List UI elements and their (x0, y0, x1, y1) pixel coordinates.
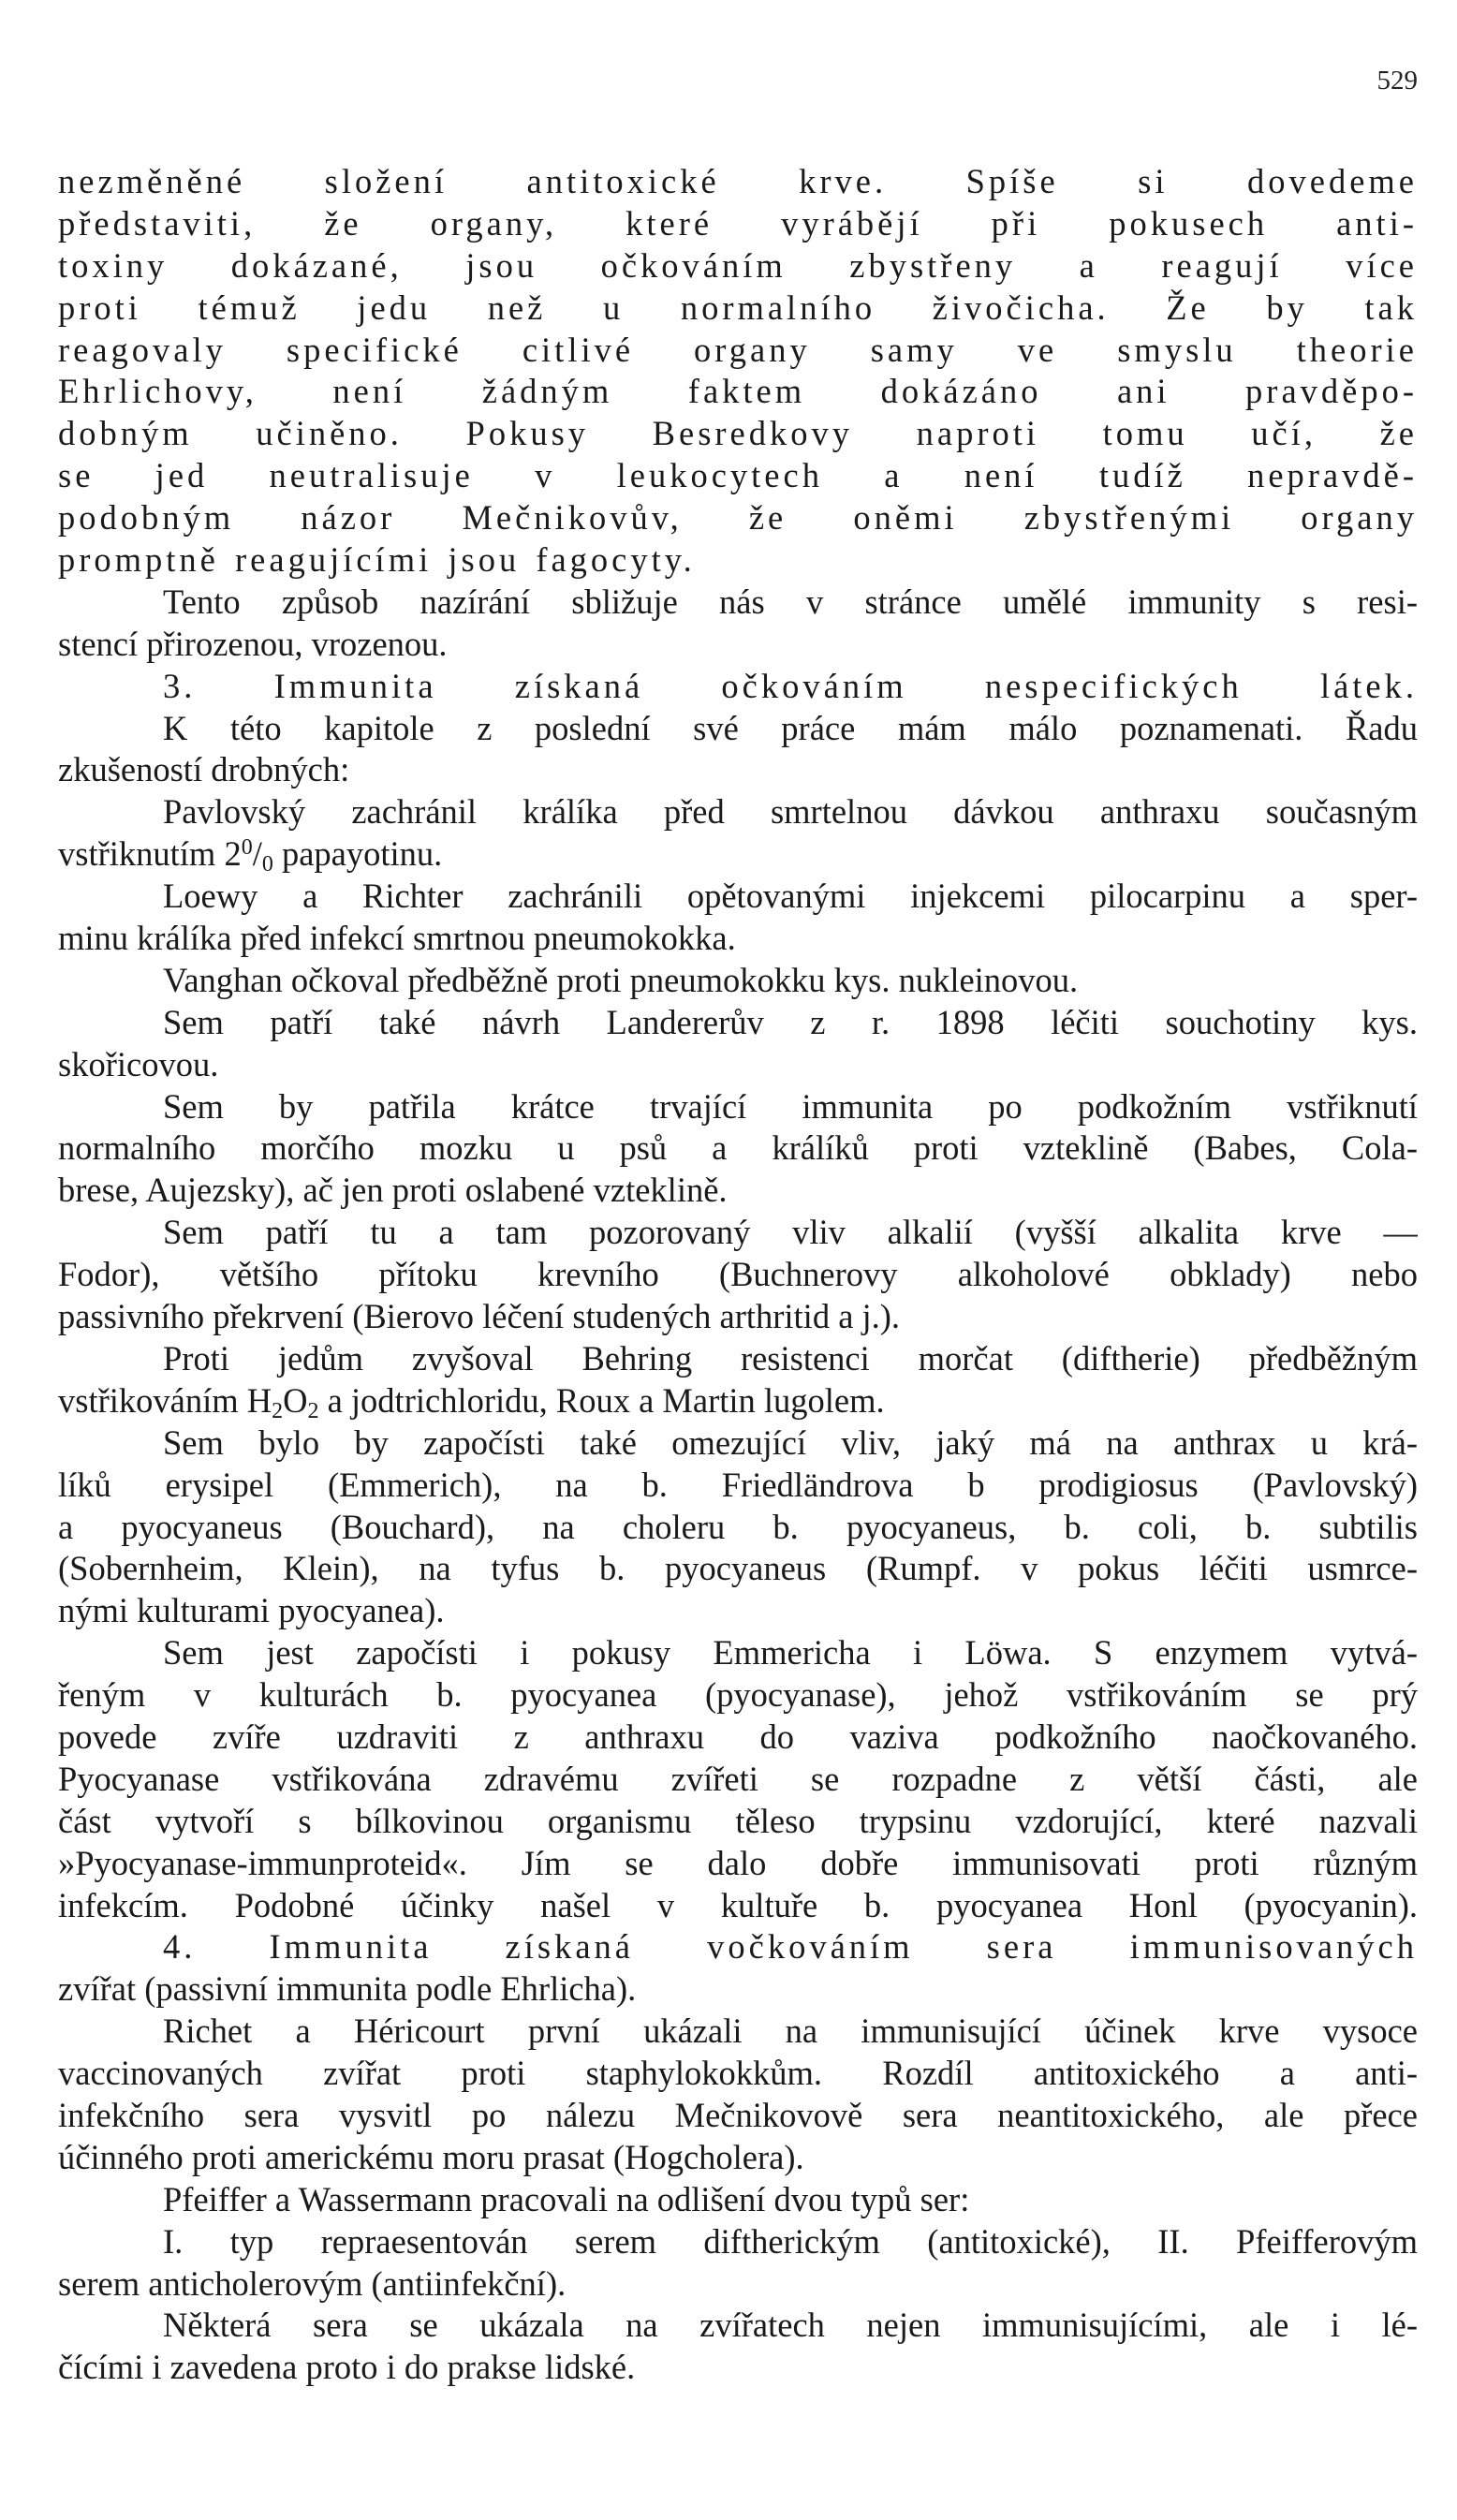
text-line: »Pyocyanase-immunproteid«. Jím se dalo dobře immunisovati proti různým (58, 1843, 1418, 1882)
text-line: a pyocyaneus (Bouchard), na choleru b. pyocyaneus, b. coli, b. subtilis (58, 1507, 1418, 1546)
text-line: Fodor), většího přítoku krevního (Buchnerovy alkoholové obklady) nebo (58, 1255, 1418, 1294)
formula-letter: O (283, 1380, 308, 1420)
text-line: infekčního sera vysvitl po nálezu Mečnikovově sera neantitoxického, ale přece (58, 2095, 1418, 2134)
text-line: řeným v kulturách b. pyocyanea (pyocyanase), jehož vstřikováním se prý (58, 1675, 1418, 1715)
text-line: nými kulturami pyocyanea). (58, 1591, 445, 1630)
text-line: povede zvíře uzdraviti z anthraxu do vaziva podkožního naočkovaného. (58, 1717, 1418, 1756)
subscript: 2 (307, 1398, 319, 1422)
section-heading: 3. Immunita získaná očkováním nespecifických látek. (163, 666, 1418, 705)
text-line: Sem patří také návrh Landererův z r. 1898 léčiti souchotiny kys. (163, 1002, 1418, 1041)
text-line: Některá sera se ukázala na zvířatech nejen immunisujícími, ale i lé- (163, 2306, 1418, 2345)
subscript: 2 (272, 1398, 284, 1422)
superscript: 0 (241, 835, 253, 861)
text-line: líků erysipel (Emmerich), na b. Friedländrova b prodigiosus (Pavlovský) (58, 1465, 1418, 1504)
text-line: minu králíka před infekcí smrtnou pneumokokka. (58, 919, 736, 958)
text-line (58, 1380, 1418, 1422)
text-line: reagovaly specifické citlivé organy samy ve smyslu theorie (58, 330, 1418, 369)
text-line: Richet a Héricourt první ukázali na immunisující účinek krve vysoce (163, 2012, 1418, 2051)
text-line: normalního morčího mozku u psů a králíků proti vzteklině (Babes, Cola- (58, 1128, 1418, 1168)
text-line: čícími i zavedena proto i do prakse lidské. (58, 2348, 636, 2387)
text-line: toxiny dokázané, jsou očkováním zbystřeny a reagují více (58, 245, 1418, 285)
text-line: brese, Aujezsky), ač jen proti oslabené vzteklině. (58, 1171, 728, 1210)
text-line: I. typ repraesentován serem diftherickým (antitoxické), II. Pfeifferovým (163, 2221, 1418, 2261)
line-end: a jodtrichloridu, Roux a Martin lugolem. (318, 1380, 885, 1420)
text-line: Sem patří tu a tam pozorovaný vliv alkalií (vyšší alkalita krve — (163, 1213, 1418, 1252)
text-line: Pfeiffer a Wassermann pracovali na odlišení dvou typů ser: (163, 2179, 970, 2218)
text-line: Pavlovský zachránil králíka před smrtelnou dávkou anthraxu současným (163, 792, 1418, 832)
text-line: Sem bylo by započísti také omezující vliv, jaký má na anthrax u krá- (163, 1422, 1418, 1462)
text-line: Loewy a Richter zachránili opětovanými injekcemi pilocarpinu a sper- (163, 877, 1418, 916)
text-line: infekcím. Podobné účinky našel v kultuře b. pyocyanea Honl (pyocyanin). (58, 1885, 1418, 1924)
text-line: se jed neutralisuje v leukocytech a není tudíž nepravdě- (58, 456, 1418, 495)
line-start: vstřikováním H (58, 1380, 272, 1420)
text-line: promptně reagujícími jsou fagocyty. (58, 540, 696, 580)
text-line (58, 833, 1418, 876)
text-line: Sem by patřila krátce trvající immunita po podkožním vstřiknutí (163, 1086, 1418, 1126)
text-line: proti témuž jedu než u normalního živočicha. Že by tak (58, 287, 1418, 327)
text-line: podobným názor Mečnikovův, že oněmi zbystřenými organy (58, 498, 1418, 538)
text-line: Sem jest započísti i pokusy Emmericha i Löwa. S enzymem vytvá- (163, 1633, 1418, 1673)
text-line: Proti jedům zvyšoval Behring resistenci morčat (diftherie) předběžným (163, 1338, 1418, 1378)
text-line: dobným učiněno. Pokusy Besredkovy naproti tomu učí, že (58, 414, 1418, 453)
page-number: 529 (1376, 66, 1418, 96)
text-line: účinného proti americkému moru prasat (Hogcholera). (58, 2137, 804, 2176)
text-line: nezměněné složení antitoxické krve. Spíše si dovedeme (58, 162, 1418, 200)
text-line: skořicovou. (58, 1044, 219, 1083)
text-line: stencí přirozenou, vrozenou. (58, 624, 448, 663)
text-line: Vanghan očkoval předběžně proti pneumokokku kys. nukleinovou. (163, 960, 1079, 999)
text-line: passivního překrvení (Bierovo léčení studených arthritid a j.). (58, 1297, 901, 1336)
section-heading: 4. Immunita získaná vočkováním sera immunisovaných (163, 1927, 1418, 1967)
text-line: Ehrlichovy, není žádným faktem dokázáno ani pravděpo- (58, 372, 1418, 411)
subscript: 0 (261, 852, 273, 877)
text-line: K této kapitole z poslední své práce mám málo poznamenati. Řadu (163, 708, 1418, 747)
text-line: serem anticholerovým (antiinfekční). (58, 2263, 567, 2303)
text-line: zkušeností drobných: (58, 750, 350, 789)
body-text (58, 161, 1418, 2389)
text-line: (Sobernheim, Klein), na tyfus b. pyocyaneus (Rumpf. v pokus léčiti usmrce- (58, 1549, 1418, 1588)
text-line: vaccinovaných zvířat proti staphylokokkům. Rozdíl antitoxického a anti- (58, 2054, 1418, 2093)
slash: / (252, 834, 262, 874)
text-line: Tento způsob nazírání sbližuje nás v stránce umělé immunity s resi- (163, 582, 1418, 621)
line-start: vstřiknutím 2 (58, 834, 242, 874)
text-line: Pyocyanase vstřikována zdravému zvířeti se rozpadne z větší části, ale (58, 1759, 1418, 1798)
text-line: představiti, že organy, které vyrábějí při pokusech anti- (58, 203, 1418, 243)
line-end: papayotinu. (272, 834, 443, 874)
text-line: zvířat (passivní immunita podle Ehrlicha). (58, 1969, 637, 2009)
text-line: část vytvoří s bílkovinou organismu těleso trypsinu vzdorující, které nazvali (58, 1801, 1418, 1840)
